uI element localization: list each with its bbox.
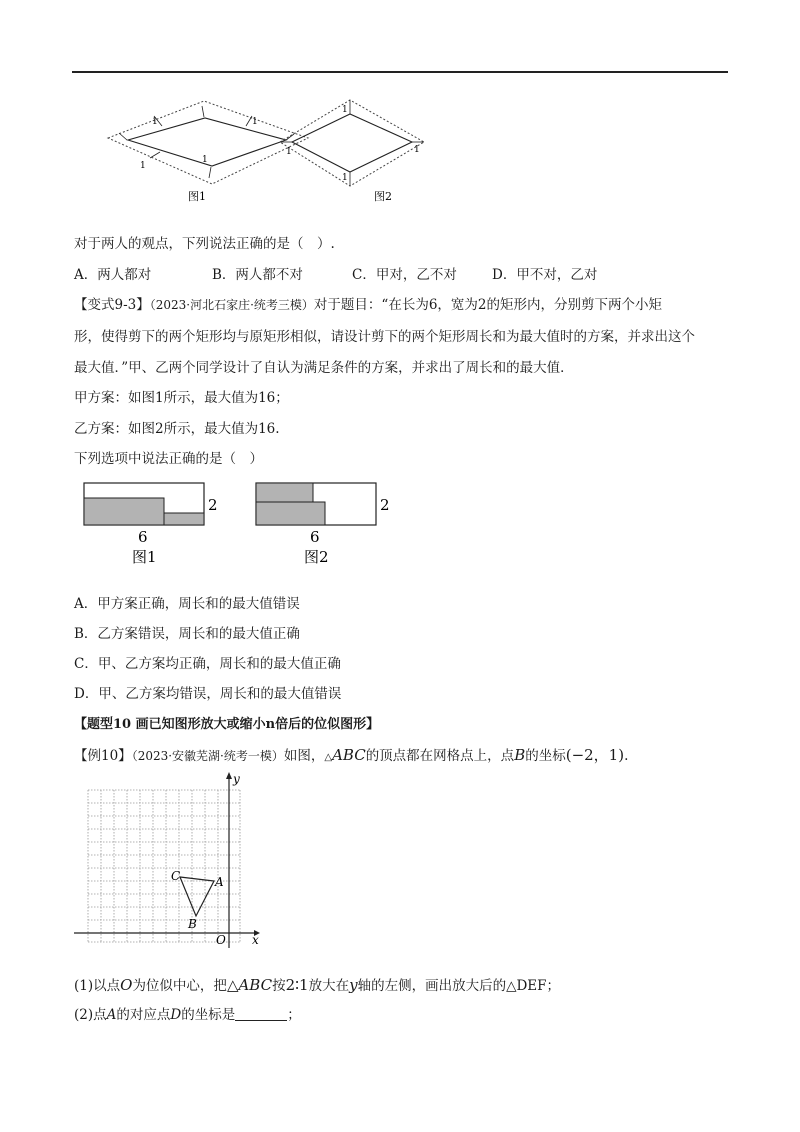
label-c: C [171, 869, 181, 883]
option-c: C．甲对，乙不对 [352, 267, 457, 283]
plan-b: 乙方案：如图2所示，最大值为16. [74, 421, 280, 437]
source: （2023·安徽芜湖·统考一模） [131, 749, 284, 763]
example-tag: 【例10】 [74, 748, 132, 764]
edge-label: 1 [152, 117, 158, 127]
text: 的坐标 [525, 748, 566, 764]
variant-9-3-line3: 最大值．”甲、乙两个同学设计了自认为满足条件的方案，并求出了周长和的最大值． [74, 360, 574, 376]
text: 的坐标是 [181, 1007, 236, 1023]
question-1 [74, 975, 560, 996]
option-c: C．甲、乙方案均正确，周长和的最大值正确 [74, 656, 341, 672]
text: 为位似中心，把 [132, 978, 227, 994]
variant-tag: 【变式9-3】 [74, 297, 150, 313]
edge-label: 1 [140, 161, 146, 171]
math-b: B [514, 746, 526, 764]
label-o: O [216, 933, 226, 947]
source: （2023·河北石家庄·统考三模） [149, 298, 314, 312]
text: 轴的左侧，画出放大后的△DEF； [357, 978, 561, 994]
text: (2)点 [74, 1007, 107, 1023]
ratio: 2∶1 [285, 976, 309, 994]
text: ； [287, 1007, 301, 1023]
text: 对于题目：“在长为6，宽为2的矩形内，分别剪下两个小矩 [313, 297, 663, 313]
width-label: 6 [310, 528, 320, 546]
triangle-symbol: △ [324, 752, 333, 763]
variant-9-3-line1 [74, 295, 662, 315]
math-d: D [170, 1007, 182, 1023]
cut-rectangle-top [256, 483, 313, 502]
header-rule [72, 71, 728, 73]
option-d: D．甲不对，乙对 [492, 267, 598, 283]
text: . [624, 748, 629, 764]
label-a: A [215, 875, 224, 889]
edge-label: 1 [286, 147, 292, 157]
height-label: 2 [380, 496, 390, 514]
edge-label: 1 [252, 117, 258, 127]
math-abc: ABC [332, 746, 366, 764]
option-b: B．乙方案错误，周长和的最大值正确 [74, 626, 300, 642]
text: 的对应点 [116, 1007, 171, 1023]
cut-rectangle-small [164, 513, 204, 525]
math-abc: △ABC [226, 976, 273, 994]
text: (1)以点 [74, 978, 121, 994]
coordinate: (−2，1) [565, 746, 625, 764]
rhombus-figure-2 [280, 100, 424, 203]
edge-label: 1 [414, 145, 420, 155]
figure-caption: 图2 [304, 548, 329, 566]
grid-lines [88, 790, 240, 942]
cut-rectangle-large [84, 498, 164, 525]
figure-caption: 图2 [374, 190, 392, 203]
text: 的顶点都在网格点上，点 [365, 748, 515, 764]
coordinate-grid [70, 770, 270, 950]
label-b: B [188, 917, 197, 931]
math-o: O [120, 976, 133, 994]
option-d: D．甲、乙方案均错误，周长和的最大值错误 [74, 686, 342, 702]
figure-caption: 图1 [132, 548, 157, 566]
rect-figure-1 [84, 483, 218, 566]
option-a: A．甲方案正确，周长和的最大值错误 [74, 596, 300, 612]
question-2 [74, 1005, 301, 1025]
answer-blank[interactable] [235, 1006, 287, 1021]
edge-label: 1 [342, 105, 348, 115]
example-10-intro [74, 745, 628, 768]
rhombus-figures [72, 96, 442, 208]
label-x: x [252, 933, 259, 947]
option-a: A．两人都对 [74, 267, 152, 283]
plan-a: 甲方案：如图1所示，最大值为16； [74, 390, 289, 406]
inner-rhombus [292, 114, 412, 172]
math-y: y [349, 976, 358, 994]
variant-9-3-line2: 形，使得剪下的两个矩形均与原矩形相似，请设计剪下的两个矩形周长和为最大值时的方案，并求出这个 [74, 329, 695, 345]
height-label: 2 [208, 496, 218, 514]
y-axis-arrow [226, 772, 232, 779]
text: 放大在 [308, 978, 350, 994]
rect-figure-2 [256, 483, 390, 566]
text: 如图， [283, 748, 325, 764]
label-y: y [233, 772, 240, 786]
width-label: 6 [138, 528, 148, 546]
rhombus-figure-1 [108, 101, 308, 203]
section-title: 【题型10 画已知图形放大或缩小n倍后的位似图形】 [74, 717, 380, 732]
text: 按 [272, 978, 286, 994]
option-b: B．两人都不对 [212, 267, 303, 283]
rectangle-figures [80, 480, 400, 570]
edge-label: 1 [202, 155, 208, 165]
question-text: 对于两人的观点，下列说法正确的是（ ）. [74, 236, 335, 252]
question-text: 下列选项中说法正确的是（ ） [74, 451, 263, 467]
math-a: A [106, 1007, 117, 1023]
triangle-abc [180, 877, 214, 916]
figure-caption: 图1 [188, 190, 206, 203]
outer-dotted-rhombus [280, 100, 424, 186]
edge-label: 1 [342, 173, 348, 183]
cut-rectangle-bottom [256, 502, 325, 525]
